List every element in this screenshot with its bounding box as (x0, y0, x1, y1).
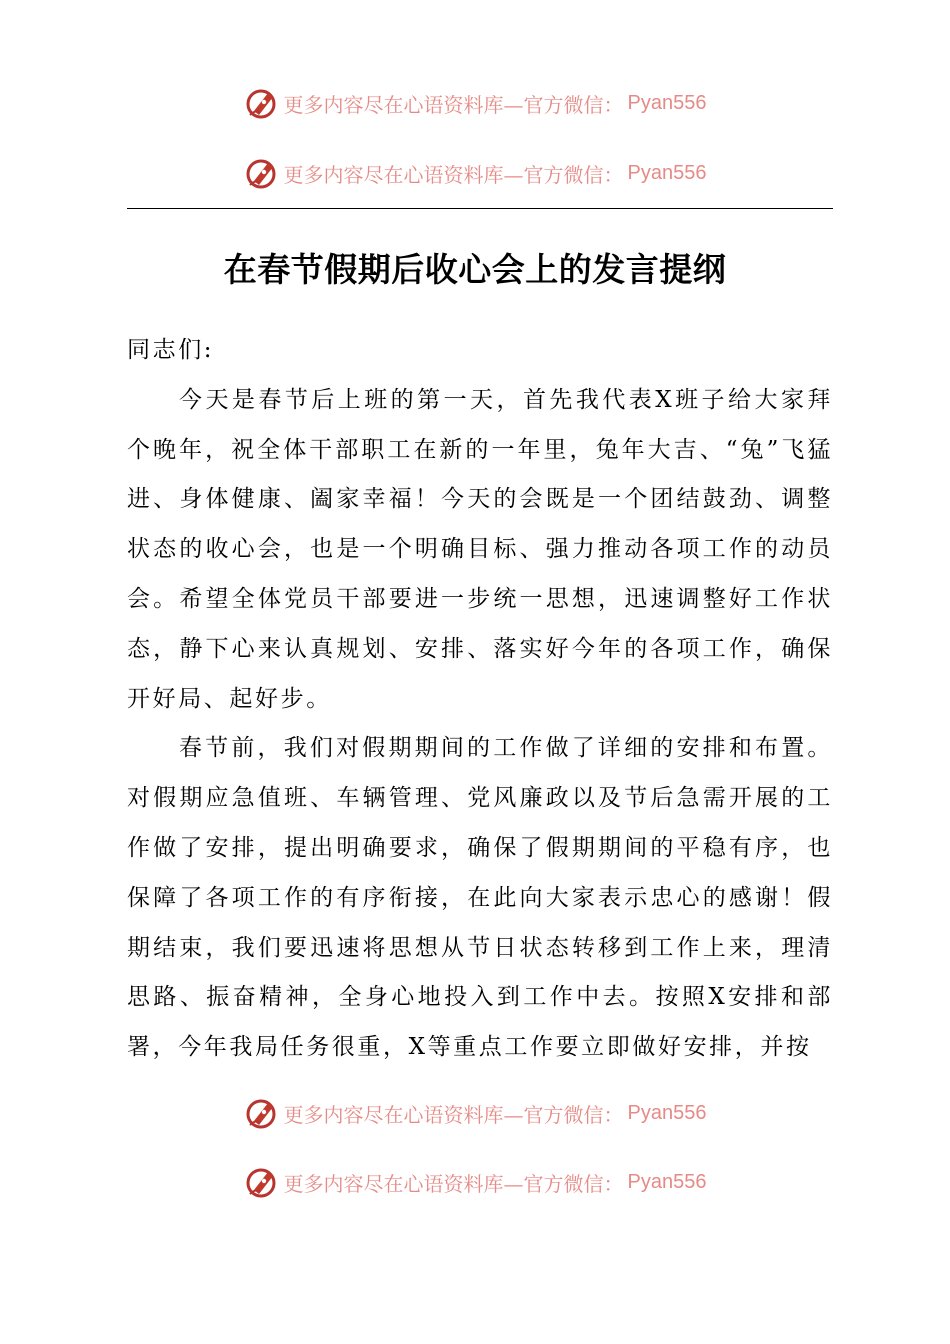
watermark-text: 更多内容尽在心语资料库—官方微信： (283, 92, 624, 117)
watermark-wechat-id: Pyan556 (627, 1101, 707, 1124)
watermark-text: 更多内容尽在心语资料库—官方微信： (283, 162, 624, 187)
document-title: 在春节假期后收心会上的发言提纲 (223, 250, 727, 289)
pen-nib-logo-icon (244, 1164, 280, 1200)
header-divider (127, 208, 833, 209)
watermark-text: 更多内容尽在心语资料库—官方微信： (283, 1102, 624, 1127)
watermark-wechat-id: Pyan556 (627, 91, 707, 114)
document-body (127, 326, 833, 1073)
watermark-wechat-id: Pyan556 (627, 161, 707, 184)
pen-nib-logo-icon (244, 155, 280, 191)
watermark-banner (0, 83, 950, 123)
watermark-banner (0, 1093, 950, 1133)
watermark-banner (0, 153, 950, 193)
paragraph: 今天是春节后上班的第一天，首先我代表X班子给大家拜个晚年，祝全体干部职工在新的一年里，兔年大吉、“兔”飞猛进、身体健康、阖家幸福！今天的会既是一个团结鼓劲、调整状态的收心会，也是一个明确目标、强力推动各项工作的动员会。希望全体党员干部要进一步统一思想，迅速调整好工作状态，静下心来认真规划、安排、落实好今年的各项工作，确保开好局、起好步。 (127, 386, 833, 712)
watermark-wechat-id: Pyan556 (627, 1170, 707, 1193)
watermark-text: 更多内容尽在心语资料库—官方微信： (283, 1171, 624, 1196)
watermark-banner (0, 1162, 950, 1202)
paragraph: 春节前，我们对假期期间的工作做了详细的安排和布置。对假期应急值班、车辆管理、党风廉政以及节后急需开展的工作做了安排，提出明确要求，确保了假期期间的平稳有序，也保障了各项工作的有序衔接，在此向大家表示忠心的感谢！假期结束，我们要迅速将思想从节日状态转移到工作上来，理清思路、振奋精神，全身心地投入到工作中去。按照X安排和部署，今年我局任务很重，X等重点工作要立即做好安排，并按 (127, 735, 833, 1061)
pen-nib-logo-icon (244, 85, 280, 121)
salutation: 同志们: (127, 337, 215, 363)
pen-nib-logo-icon (244, 1095, 280, 1131)
